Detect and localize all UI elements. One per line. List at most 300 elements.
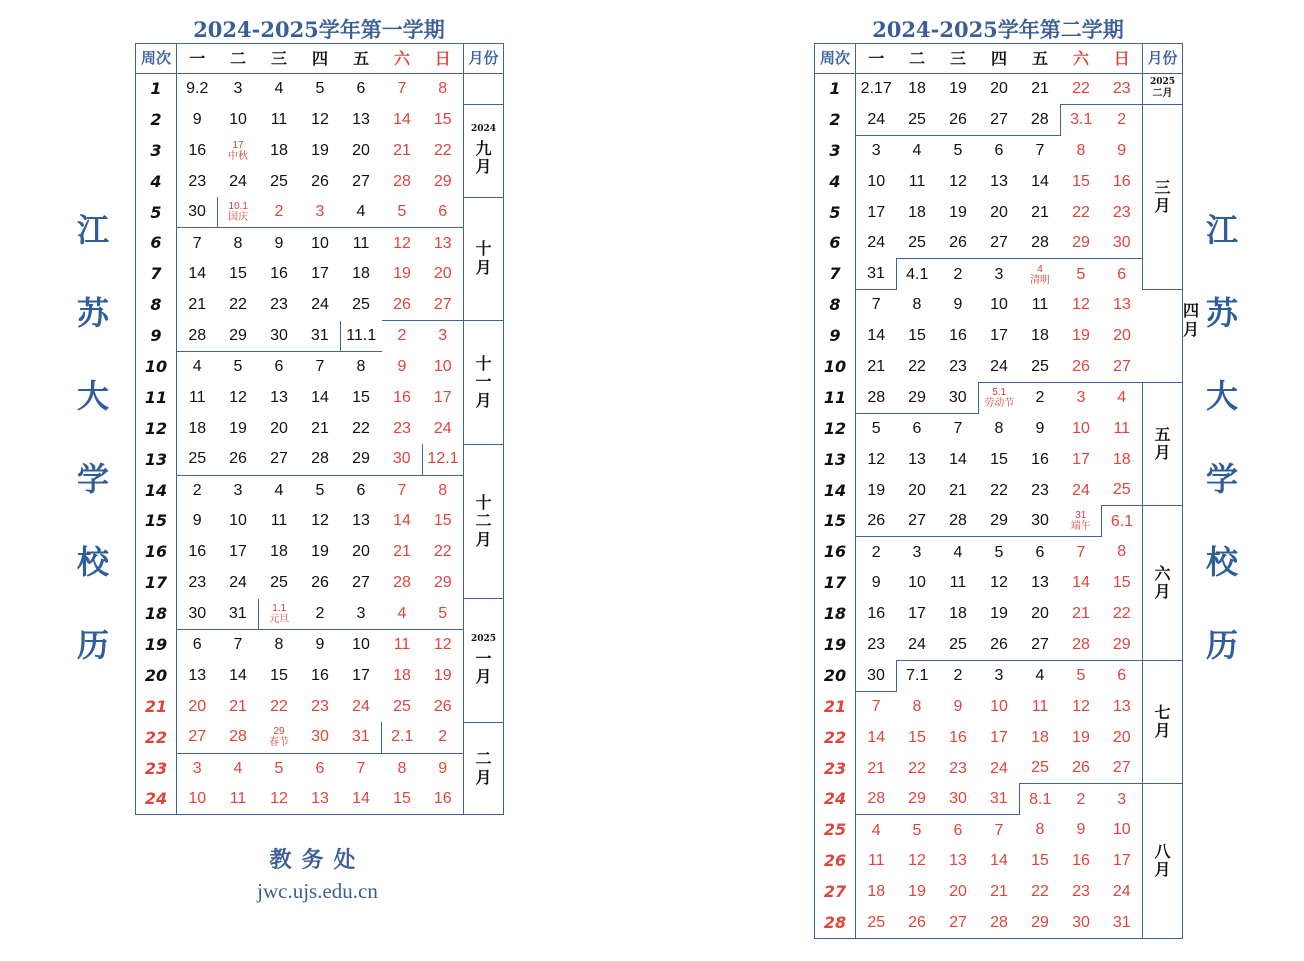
week-row (815, 815, 1183, 846)
day-cell: 18 (867, 883, 886, 901)
week-number: 16 (136, 537, 177, 568)
day-cell: 15 (433, 512, 452, 530)
day-cell: 10 (177, 784, 218, 815)
week-row (815, 784, 1183, 815)
holiday-label (979, 387, 1020, 409)
day-cell: 5 (856, 413, 897, 444)
day-cell: 24 (1112, 883, 1131, 901)
month-name-char: 五 (1154, 424, 1171, 444)
day-cell: 26 (393, 295, 411, 313)
day-cell: 10 (433, 357, 452, 375)
day-cell: 13 (1113, 296, 1131, 314)
day-cell: 5 (1061, 259, 1102, 290)
day-cell: 9 (871, 574, 881, 592)
day-cell: 21 (867, 759, 886, 777)
day-cell: 18 (1112, 450, 1131, 468)
day-cell: 16 (188, 141, 207, 159)
day-cell: 27 (1113, 357, 1131, 375)
week-number: 18 (815, 599, 856, 630)
day-cell: 5 (397, 203, 407, 221)
day-cell: 6 (438, 203, 448, 221)
day-cell: 7 (300, 352, 341, 383)
day-cell: 23 (867, 635, 886, 653)
day-cell: 22 (352, 419, 370, 437)
month-name-char: 月 (1154, 196, 1171, 216)
day-cell: 25 (270, 574, 288, 592)
week-row (136, 197, 504, 228)
week-row (136, 259, 504, 290)
day-cell: 21 (393, 543, 411, 561)
day-cell: 3 (979, 660, 1020, 691)
day-cell: 25 (908, 234, 926, 252)
week-row (136, 568, 504, 599)
weekday-header: 二 (897, 44, 938, 74)
day-cell: 24 (990, 759, 1008, 777)
day-cell: 12 (1072, 296, 1090, 314)
side-label-char: 江 (76, 211, 109, 249)
week-number: 14 (136, 475, 177, 506)
week-row (136, 352, 504, 383)
day-cell: 25 (949, 635, 967, 653)
day-cell: 3 (897, 537, 938, 568)
month-name-char: 月 (475, 767, 492, 787)
day-cell: 20 (1031, 605, 1049, 623)
day-cell: 20 (908, 481, 926, 499)
month-name-char: 月 (475, 390, 492, 410)
week-number: 27 (815, 877, 856, 908)
day-cell: 13 (1112, 697, 1131, 715)
week-row (815, 228, 1183, 259)
month-label (464, 104, 504, 197)
week-number: 22 (136, 722, 177, 753)
day-cell: 16 (423, 784, 464, 815)
week-number: 4 (815, 166, 856, 197)
week-row (815, 444, 1183, 475)
holiday-date: 17 (232, 139, 244, 151)
month-label (1143, 506, 1183, 660)
weekday-header: 一 (177, 44, 218, 74)
week-row (815, 753, 1183, 784)
day-cell: 4 (274, 80, 284, 98)
day-cell: 8 (423, 475, 464, 506)
day-cell: 28 (867, 388, 886, 406)
semester-1-calendar (135, 43, 504, 815)
day-cell: 12 (1072, 697, 1090, 715)
day-cell: 19 (393, 265, 411, 283)
week-number: 10 (136, 352, 177, 383)
day-cell: 24 (908, 635, 926, 653)
day-cell: 29 (433, 574, 452, 592)
day-cell: 28 (1031, 234, 1049, 252)
day-cell: 19 (433, 666, 452, 684)
day-cell: 6 (356, 80, 366, 98)
holiday-label (1061, 510, 1102, 532)
day-cell: 22 (270, 697, 288, 715)
day-cell: 8 (1117, 543, 1127, 561)
day-cell: 20 (949, 883, 967, 901)
day-cell: 19 (949, 80, 967, 98)
day-cell (259, 722, 300, 753)
week-number: 3 (815, 135, 856, 166)
week-row (815, 290, 1183, 321)
day-cell: 11 (218, 784, 259, 815)
day-cell: 6.1 (1102, 506, 1143, 537)
side-label-char: 大 (76, 377, 109, 415)
day-cell: 9 (192, 512, 202, 530)
day-cell: 20 (352, 141, 370, 159)
day-cell: 14 (311, 388, 329, 406)
month-name-char: 十 (475, 492, 492, 512)
day-cell (979, 382, 1020, 413)
day-cell: 31 (856, 259, 897, 290)
day-cell: 25 (856, 908, 897, 939)
week-row (815, 537, 1183, 568)
day-cell: 19 (229, 419, 247, 437)
day-cell: 29 (990, 512, 1008, 530)
day-cell: 13 (188, 666, 207, 684)
week-row (136, 537, 504, 568)
day-cell: 12 (382, 228, 423, 259)
day-cell: 4 (1102, 382, 1143, 413)
month-column-header: 月份 (1143, 44, 1183, 74)
side-label-left (73, 205, 113, 703)
week-number: 11 (136, 382, 177, 413)
day-cell: 22 (1072, 79, 1090, 97)
day-cell: 7 (218, 630, 259, 661)
day-cell: 8 (218, 228, 259, 259)
day-cell: 24 (352, 697, 370, 715)
day-cell: 19 (949, 203, 967, 221)
weekday-header: 四 (300, 44, 341, 74)
month-name-char: 二 (475, 511, 492, 531)
week-number: 19 (136, 630, 177, 661)
month-name-char: 月 (1154, 860, 1171, 880)
day-cell: 28 (188, 326, 207, 344)
day-cell: 10 (341, 630, 382, 661)
week-row (136, 413, 504, 444)
semester-2-calendar (814, 43, 1200, 939)
day-cell: 3 (979, 259, 1020, 290)
day-cell: 3.1 (1061, 104, 1102, 135)
week-row (136, 506, 504, 537)
week-row (136, 630, 504, 661)
day-cell: 6 (1020, 537, 1061, 568)
day-cell: 4.1 (897, 259, 938, 290)
day-cell: 24 (1072, 481, 1090, 499)
week-row (815, 599, 1183, 630)
week-row (815, 691, 1183, 722)
day-cell: 23 (1072, 883, 1090, 901)
day-cell: 9 (397, 357, 407, 375)
week-row (136, 784, 504, 815)
week-number: 1 (136, 74, 177, 105)
day-cell: 26 (1072, 357, 1090, 375)
day-cell: 22 (433, 141, 452, 159)
day-cell: 4 (397, 604, 407, 622)
day-cell: 11 (270, 110, 288, 128)
day-cell: 5 (218, 352, 259, 383)
day-cell: 16 (1031, 450, 1049, 468)
week-row (815, 568, 1183, 599)
day-cell: 3 (1061, 382, 1102, 413)
side-label-char: 校 (1205, 543, 1238, 581)
day-cell: 2 (856, 537, 897, 568)
holiday-label (259, 726, 300, 748)
day-cell: 19 (990, 605, 1008, 623)
day-cell: 3 (423, 321, 464, 352)
day-cell: 24 (867, 234, 886, 252)
month-name-char: 月 (1154, 443, 1171, 463)
week-number: 21 (815, 691, 856, 722)
week-number: 6 (815, 228, 856, 259)
day-cell: 11 (867, 852, 885, 870)
week-number: 23 (136, 753, 177, 784)
day-cell: 3 (177, 753, 218, 784)
day-cell: 15 (908, 327, 926, 345)
day-cell: 17 (1072, 450, 1090, 468)
week-number: 17 (815, 568, 856, 599)
day-cell: 20 (352, 543, 370, 561)
day-cell: 24 (311, 296, 329, 314)
day-cell: 22 (1072, 203, 1090, 221)
day-cell (1020, 259, 1061, 290)
header-row (815, 44, 1183, 74)
day-cell: 21 (229, 697, 247, 715)
week-number: 28 (815, 908, 856, 939)
day-cell: 10 (867, 172, 886, 190)
day-cell: 4 (897, 135, 938, 166)
day-cell: 25 (1031, 759, 1049, 777)
day-cell: 15 (908, 728, 926, 746)
week-row (136, 290, 504, 321)
week-row (136, 104, 504, 135)
week-number: 7 (136, 259, 177, 290)
day-cell: 31 (1102, 908, 1143, 939)
day-cell: 14 (990, 852, 1008, 870)
month-name-char: 一 (475, 372, 492, 392)
day-cell: 5 (300, 475, 341, 506)
month-column-header: 月份 (464, 44, 504, 74)
day-cell: 9 (192, 110, 202, 128)
day-cell: 4 (177, 352, 218, 383)
day-cell: 11 (1031, 697, 1049, 715)
holiday-date: 31 (1075, 510, 1087, 522)
day-cell: 2 (438, 728, 448, 746)
day-cell: 5 (938, 135, 979, 166)
day-cell: 18 (949, 605, 967, 623)
day-cell: 21 (311, 419, 329, 437)
day-cell: 27 (938, 908, 979, 939)
holiday-name: 国庆 (228, 212, 249, 224)
side-label-right (1202, 205, 1242, 703)
holiday-label (1020, 264, 1061, 286)
day-cell: 26 (897, 908, 938, 939)
day-cell: 15 (382, 784, 423, 815)
day-cell: 4 (1020, 660, 1061, 691)
day-cell: 14 (1031, 172, 1049, 190)
day-cell: 16 (949, 327, 967, 345)
day-cell: 11.1 (346, 326, 377, 344)
office-name: 教务处 (269, 847, 366, 873)
weekday-header: 四 (979, 44, 1020, 74)
day-cell: 19 (311, 141, 329, 159)
day-cell: 5 (259, 753, 300, 784)
day-cell: 9.2 (186, 80, 209, 98)
month-label (1143, 784, 1183, 938)
day-cell: 16 (311, 666, 329, 684)
holiday-date: 10.1 (228, 201, 248, 213)
day-cell: 4 (938, 537, 979, 568)
day-cell: 26 (949, 234, 967, 252)
week-number: 5 (815, 197, 856, 228)
month-label (464, 74, 504, 105)
year-label: 2025 (470, 633, 497, 644)
day-cell: 16 (1072, 852, 1090, 870)
day-cell: 22 (1112, 605, 1131, 623)
day-cell: 21 (393, 141, 411, 159)
week-number: 1 (815, 74, 856, 105)
day-cell: 13 (949, 852, 967, 870)
day-cell (259, 599, 300, 630)
week-row (815, 135, 1183, 166)
month-name-char: 月 (1154, 582, 1171, 602)
day-cell: 9 (259, 228, 300, 259)
day-cell: 20 (990, 203, 1008, 221)
day-cell (218, 197, 259, 228)
day-cell: 17 (352, 666, 370, 684)
day-cell: 14 (393, 512, 411, 530)
day-cell: 9 (1035, 419, 1045, 437)
website-link[interactable]: jwc.ujs.edu.cn (257, 879, 378, 903)
day-cell: 12 (867, 450, 886, 468)
holiday-name: 端午 (1070, 521, 1091, 533)
day-cell: 25 (352, 296, 370, 314)
day-cell: 9 (423, 753, 464, 784)
day-cell: 2 (382, 321, 423, 352)
day-cell: 13 (270, 388, 288, 406)
day-cell: 13 (423, 228, 464, 259)
month-name-char: 二 (475, 749, 492, 769)
day-cell: 21 (1031, 80, 1049, 98)
day-cell: 9 (953, 296, 963, 314)
day-cell: 4 (259, 475, 300, 506)
day-cell: 14 (867, 327, 886, 345)
week-number: 15 (815, 506, 856, 537)
day-cell: 29 (1072, 234, 1090, 252)
week-row (815, 660, 1183, 691)
semester-1-title: 2024-2025学年第一学期 (193, 17, 445, 42)
day-cell: 9 (1076, 821, 1086, 839)
day-cell: 15 (1072, 172, 1090, 190)
week-number: 2 (136, 104, 177, 135)
week-number: 15 (136, 506, 177, 537)
holiday-name: 春节 (269, 737, 289, 749)
day-cell: 30 (382, 444, 423, 475)
day-cell: 27 (433, 295, 452, 313)
month-name-char: 七 (1154, 702, 1171, 722)
day-cell: 6 (341, 475, 382, 506)
day-cell: 11 (382, 630, 423, 661)
week-row (136, 74, 504, 105)
day-cell: 22 (908, 759, 926, 777)
month-name-char: 月 (475, 257, 492, 277)
day-cell: 5 (979, 537, 1020, 568)
day-cell: 26 (311, 172, 329, 190)
day-cell: 30 (949, 790, 967, 808)
day-cell: 28 (1020, 104, 1061, 135)
week-row: 7 31 4.1 2 3 4 清明 5 6 四 月 (815, 259, 1183, 290)
week-number: 26 (815, 846, 856, 877)
day-cell: 13 (908, 450, 926, 468)
week-row (136, 135, 504, 166)
week-row (815, 506, 1183, 537)
day-cell: 8 (382, 753, 423, 784)
day-cell: 7 (856, 691, 897, 722)
day-cell: 5 (897, 815, 938, 846)
day-cell: 17 (867, 203, 886, 221)
day-cell: 11 (270, 512, 288, 530)
day-cell: 13 (352, 110, 370, 128)
day-cell: 3 (315, 203, 325, 221)
day-cell: 7 (341, 753, 382, 784)
day-cell: 14 (229, 666, 247, 684)
month-name-char: 六 (1154, 563, 1171, 583)
day-cell: 24 (229, 574, 247, 592)
day-cell: 2 (938, 259, 979, 290)
day-cell: 23 (949, 357, 967, 375)
week-number: 20 (136, 660, 177, 691)
day-cell: 15 (1031, 852, 1049, 870)
day-cell: 10 (300, 228, 341, 259)
side-label-char: 苏 (76, 294, 109, 332)
day-cell: 25 (270, 172, 288, 190)
day-cell: 22 (990, 481, 1008, 499)
month-label (1143, 660, 1183, 784)
day-cell: 25 (1031, 357, 1049, 375)
day-cell: 25 (393, 697, 411, 715)
day-cell: 8.1 (1020, 784, 1061, 815)
day-cell: 13 (990, 172, 1008, 190)
month-label (1143, 104, 1183, 289)
month-name-char: 三 (1154, 177, 1171, 197)
day-cell: 12 (259, 784, 300, 815)
week-row (815, 74, 1183, 105)
week-number: 21 (136, 691, 177, 722)
day-cell: 23 (188, 172, 207, 190)
weekday-header: 三 (259, 44, 300, 74)
holiday-date: 29 (273, 726, 285, 738)
holiday-label (218, 140, 259, 162)
holiday-label (218, 201, 259, 223)
side-label-char: 大 (1205, 377, 1238, 415)
weekday-header: 日 (423, 44, 464, 74)
day-cell: 27 (990, 234, 1008, 252)
day-cell: 16 (188, 543, 207, 561)
day-cell: 23 (393, 419, 411, 437)
day-cell: 7 (397, 80, 407, 98)
week-row (136, 444, 504, 475)
day-cell: 29 (1020, 908, 1061, 939)
day-cell: 23 (270, 296, 288, 314)
day-cell: 12 (949, 172, 967, 190)
day-cell: 16 (867, 605, 886, 623)
weekday-header: 六 (382, 44, 423, 74)
day-cell: 26 (949, 110, 967, 128)
week-number: 20 (815, 660, 856, 691)
day-cell: 18 (393, 666, 411, 684)
day-cell: 16 (949, 728, 967, 746)
day-cell: 24 (867, 110, 886, 128)
